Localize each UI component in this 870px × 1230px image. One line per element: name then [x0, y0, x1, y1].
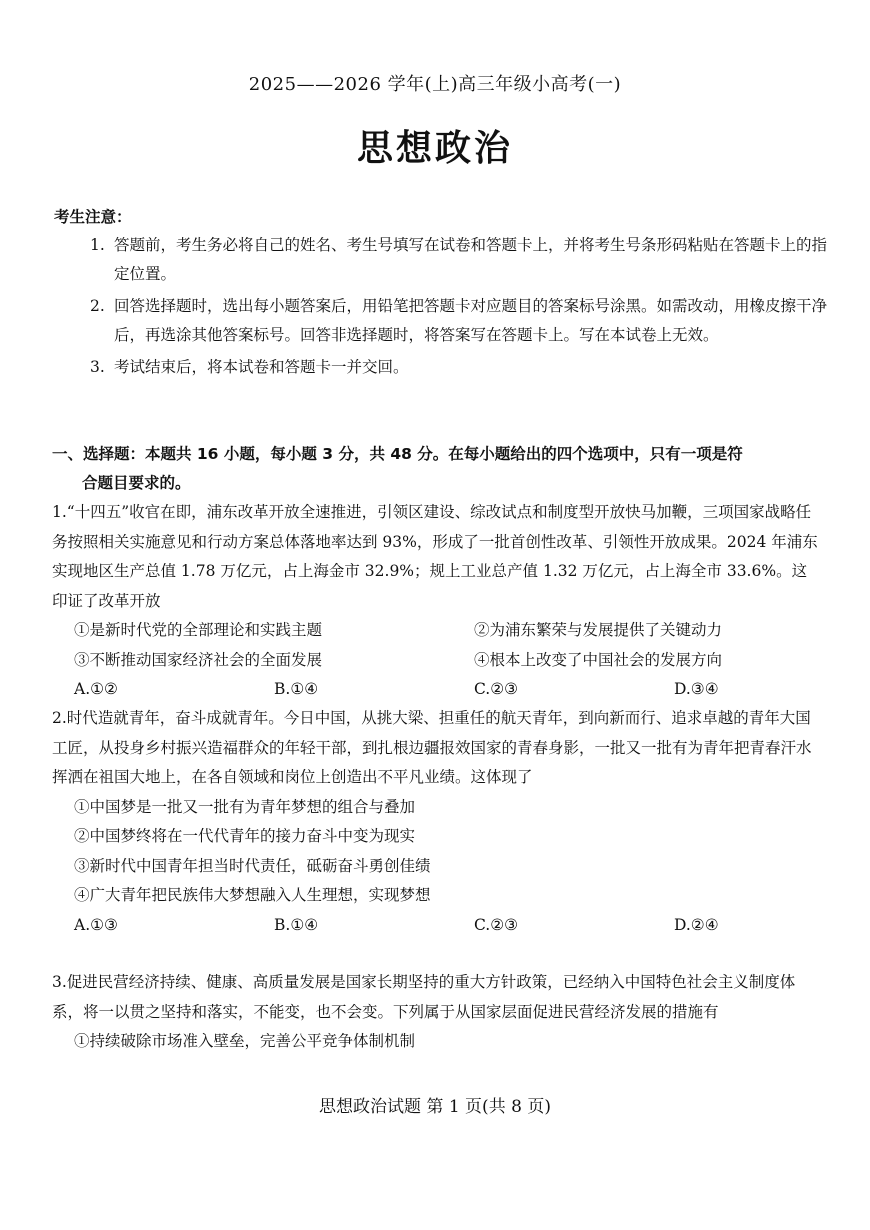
- notice-title: 考生注意：: [54, 208, 132, 226]
- question-stem: 2.时代造就青年，奋斗成就青年。今日中国，从挑大梁、担重任的航天青年，到向新而行、追求卓越的青年大国工匠，从投身乡村振兴造福群众的年轻干部，到扎根边疆报效国家的青春身影，一批又一批有为青年把青春汗水挥洒在祖国大地上，在各自领域和岗位上创造出不平凡业绩。这体现了: [52, 709, 812, 786]
- statement: ③新时代中国青年担当时代责任，砥砺奋斗勇创佳绩: [74, 856, 431, 875]
- candidate-notice: [54, 206, 834, 382]
- statement: ④广大青年把民族伟大梦想融入人生理想，实现梦想: [74, 886, 431, 904]
- notice-item: [54, 231, 834, 289]
- answer-option-b[interactable]: B.①④: [274, 915, 319, 934]
- answer-row: [52, 675, 822, 705]
- notice-item: [54, 292, 834, 350]
- statement: ②为浦东繁荣与发展提供了关键动力: [474, 621, 723, 639]
- subject-title: 思想政治: [356, 128, 513, 169]
- notice-item-text: 回答选择题时，选出每小题答案后，用铅笔把答题卡对应题目的答案标号涂黑。如需改动，用橡皮擦干净后，再选涂其他答案标号。回答非选择题时，将答案写在答题卡上。写在本试卷上无效。: [114, 297, 828, 344]
- question-3: [52, 968, 822, 1057]
- question-stem: 3.促进民营经济持续、健康、高质量发展是国家长期坚持的重大方针政策，已经纳入中国特色社会主义制度体系，将一以贯之坚持和落实，不能变，也不会变。下列属于从国家层面促进民营经济发展的措施有: [52, 973, 796, 1021]
- answer-option-a[interactable]: A.①②: [74, 680, 118, 698]
- answer-option-b[interactable]: B.①④: [274, 680, 319, 698]
- answer-option-c[interactable]: C.②③: [474, 680, 519, 698]
- notice-item-number: 3.: [90, 358, 105, 376]
- notice-item-number: 1.: [90, 236, 105, 254]
- question-stem: 1.“十四五”收官在即，浦东改革开放全速推进，引领区建设、综改试点和制度型开放快马加鞭，三项国家战略任务按照相关实施意见和行动方案总体落地率达到 93%，形成了一批首创性改革、引领性开放成果。2024 年浦东实现地区生产总值 1.78 万亿元，占上海金市 32.9%；规上工业总产值 1.32 万亿元，占上海全市 33.6%。这印证了改革开放: [52, 503, 818, 610]
- statement: ②中国梦终将在一代代青年的接力奋斗中变为现实: [74, 827, 416, 845]
- statement: ①持续破除市场准入壁垒，完善公平竞争体制机制: [74, 1032, 416, 1050]
- notice-item-text: 答题前，考生务必将自己的姓名、考生号填写在试卷和答题卡上，并将考生号条形码粘贴在答题卡上的指定位置。: [114, 236, 828, 283]
- statement: ③不断推动国家经济社会的全面发展: [74, 650, 323, 669]
- answer-option-d[interactable]: D.②④: [674, 915, 719, 934]
- question-1: [52, 498, 822, 705]
- answer-row: [52, 911, 822, 941]
- statement-row: [52, 646, 822, 676]
- notice-item-number: 2.: [90, 297, 105, 315]
- statement: ①是新时代党的全部理论和实践主题: [74, 621, 323, 639]
- answer-option-a[interactable]: A.①③: [74, 915, 118, 934]
- statement: ①中国梦是一批又一批有为青年梦想的组合与叠加: [74, 797, 416, 816]
- notice-item: [54, 353, 834, 382]
- answer-option-d[interactable]: D.③④: [674, 680, 719, 698]
- statement-row: [52, 616, 822, 646]
- statement: ④根本上改变了中国社会的发展方向: [474, 650, 723, 669]
- section-heading-line: 合题目要求的。: [82, 474, 191, 492]
- section-heading: [52, 440, 820, 498]
- question-2: [52, 704, 822, 940]
- notice-item-text: 考试结束后，将本试卷和答题卡一并交回。: [114, 358, 409, 376]
- answer-option-c[interactable]: C.②③: [474, 915, 519, 934]
- section-heading-line: 一、选择题：本题共 16 小题，每小题 3 分，共 48 分。在每小题给出的四个选项中，只有一项是符: [52, 445, 743, 463]
- page-footer: 思想政治试题 第 1 页(共 8 页): [319, 1097, 551, 1117]
- exam-title: 2025——2026 学年(上)高三年级小高考(一): [248, 74, 622, 95]
